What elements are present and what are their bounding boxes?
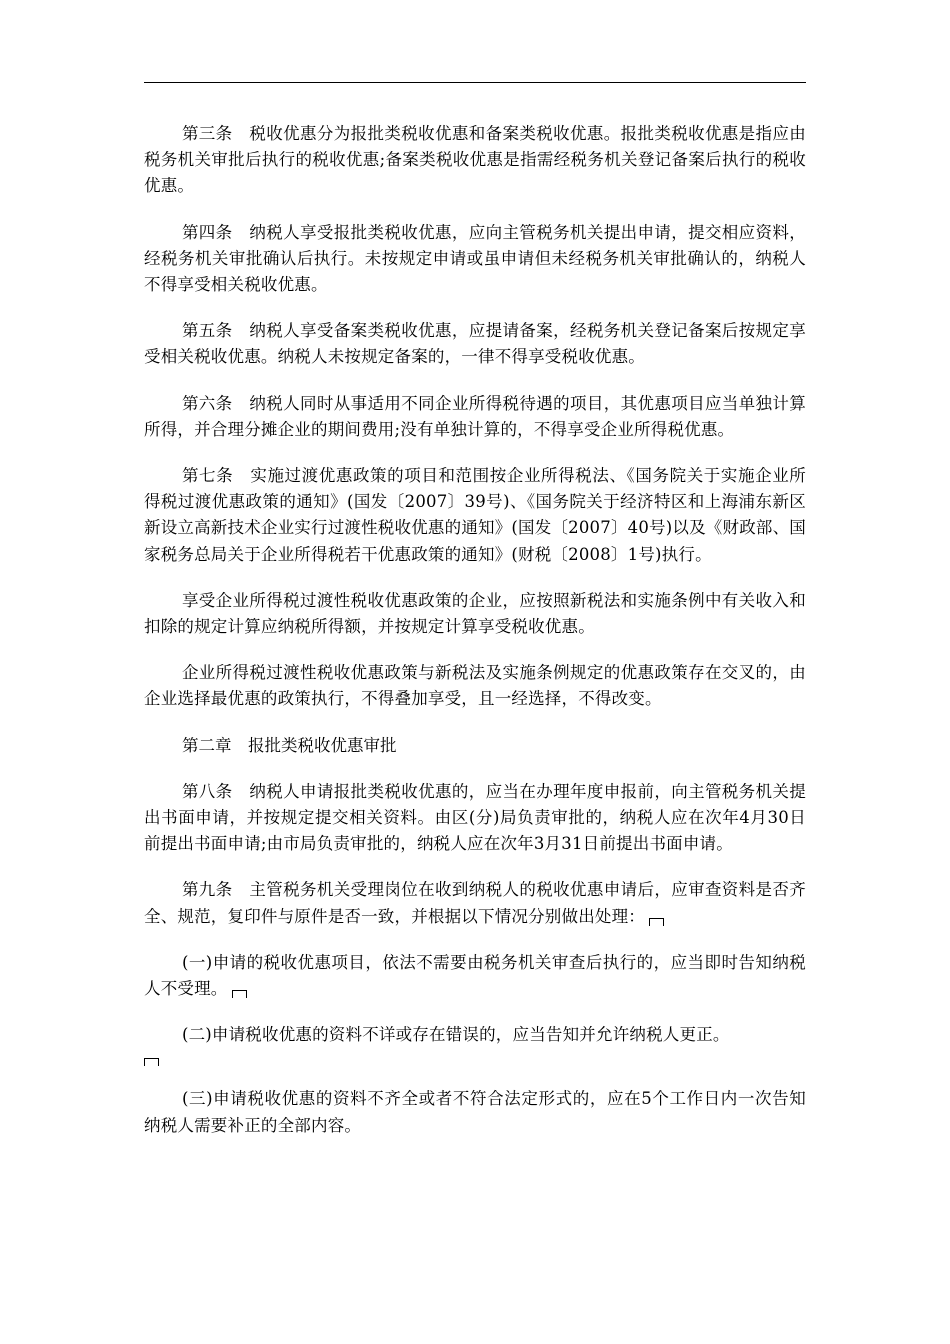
item-3: (三)申请税收优惠的资料不齐全或者不符合法定形式的，应在5个工作日内一次告知纳税人需要补正的全部内容。: [144, 1089, 806, 1135]
article-9-text: 第九条 主管税务机关受理岗位在收到纳税人的税收优惠申请后，应审查资料是否齐全、规范，复印件与原件是否一致，并根据以下情况分别做出处理：: [144, 880, 806, 926]
item-2-text: (二)申请税收优惠的资料不详或存在错误的，应当告知并允许纳税人更正。: [181, 1025, 730, 1045]
transition-paragraph-1: 享受企业所得税过渡性税收优惠政策的企业，应按照新税法和实施条例中有关收入和扣除的规定计算应纳税所得额，并按规定计算享受税收优惠。: [144, 590, 806, 637]
paragraph-mark-icon: [232, 990, 247, 998]
chapter-2-heading: 第二章 报批类税收优惠审批: [181, 735, 397, 755]
article-9: [144, 877, 806, 929]
paragraph-mark-icon: [649, 918, 664, 926]
article-7: 第七条 实施过渡优惠政策的项目和范围按企业所得税法、《国务院关于实施企业所得税过渡优惠政策的通知》(国发〔2007〕39号)、《国务院关于经济特区和上海浦东新区新设立高新技术企业实行过渡性税收优惠的通知》(国发〔2007〕40号)以及《财政部、国家税务总局关于企业所得税若干优惠政策的通知》(财税〔2008〕1号)执行。: [144, 466, 806, 564]
header-rule: [144, 82, 806, 83]
article-6: 第六条 纳税人同时从事适用不同企业所得税待遇的项目，其优惠项目应当单独计算所得，并合理分摊企业的期间费用;没有单独计算的，不得享受企业所得税优惠。: [144, 393, 806, 439]
article-5: 第五条 纳税人享受备案类税收优惠，应提请备案，经税务机关登记备案后按规定享受相关税收优惠。纳税人未按规定备案的，一律不得享受税收优惠。: [144, 321, 806, 367]
item-1-text: (一)申请的税收优惠项目，依法不需要由税务机关审查后执行的，应当即时告知纳税人不受理。: [144, 952, 806, 999]
article-8: 第八条 纳税人申请报批类税收优惠的，应当在办理年度申报前，向主管税务机关提出书面申请，并按规定提交相关资料。由区(分)局负责审批的，纳税人应在次年4月30日前提出书面申请;由市局负责审批的，纳税人应在次年3月31日前提出书面申请。: [144, 781, 806, 854]
paragraph-mark-icon: [144, 1058, 159, 1066]
transition-paragraph-2: 企业所得税过渡性税收优惠政策与新税法及实施条例规定的优惠政策存在交叉的，由企业选择最优惠的政策执行，不得叠加享受，且一经选择，不得改变。: [144, 663, 806, 709]
article-3: 第三条 税收优惠分为报批类税收优惠和备案类税收优惠。报批类税收优惠是指应由税务机关审批后执行的税收优惠;备案类税收优惠是指需经税务机关登记备案后执行的税收优惠。: [144, 124, 806, 196]
item-2: [144, 1022, 806, 1066]
item-1: [144, 950, 806, 1002]
article-4: 第四条 纳税人享受报批类税收优惠，应向主管税务机关提出申请，提交相应资料，经税务机关审批确认后执行。未按规定申请或虽申请但未经税务机关审批确认的，纳税人不得享受相关税收优惠。: [144, 222, 806, 295]
document-body: [144, 121, 806, 1159]
